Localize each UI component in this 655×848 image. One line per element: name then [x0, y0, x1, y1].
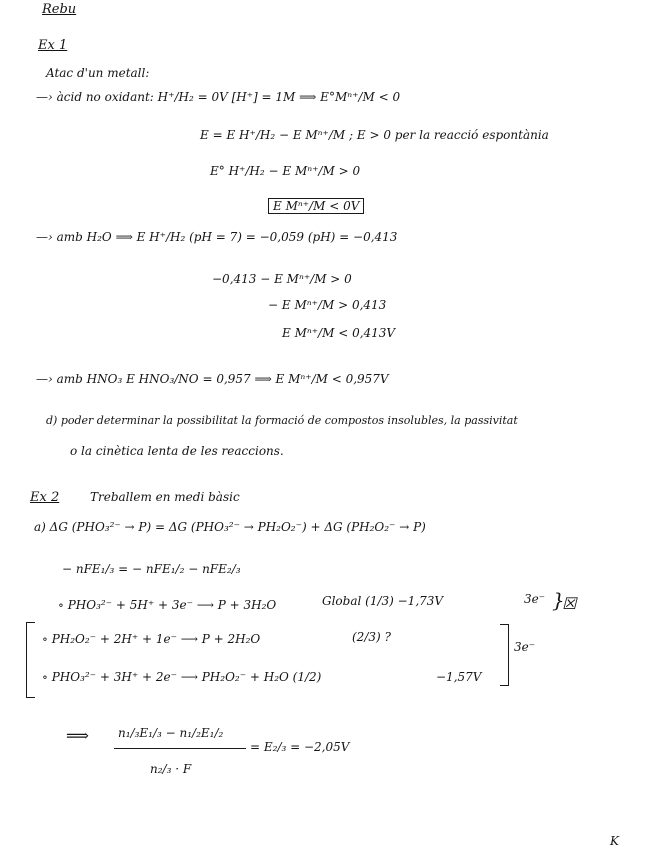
- reaction-2-tag: (2/3) ?: [352, 630, 391, 644]
- ex1-w1: −0,413 − E Mⁿ⁺/M > 0: [212, 272, 352, 286]
- reaction-2: ∘ PH₂O₂⁻ + 2H⁺ + 1e⁻ ⟶ P + 2H₂O: [42, 632, 261, 646]
- crossed-box-mark: ☒: [562, 594, 577, 613]
- reaction-1-electrons: 3e⁻: [524, 592, 546, 606]
- ex1-boxed: E Mⁿ⁺/M < 0V: [268, 198, 364, 214]
- reaction-3: ∘ PHO₃²⁻ + 3H⁺ + 2e⁻ ⟶ PH₂O₂⁻ + H₂O (1/2): [42, 670, 322, 684]
- reaction-1-global: Global (1/3) −1,73V: [322, 594, 444, 608]
- fraction-bar: [114, 748, 246, 749]
- ex1-w3: E Mⁿ⁺/M < 0,413V: [282, 326, 396, 340]
- ex1-w2: − E Mⁿ⁺/M > 0,413: [268, 298, 387, 312]
- ex2-nfe-line: − nFE₁/₃ = − nFE₁/₂ − nFE₂/₃: [62, 562, 241, 576]
- ex2-a-line: a) ΔG (PHO₃²⁻ → P) = ΔG (PHO₃²⁻ → PH₂O₂⁻) + ΔG (PH₂O₂⁻ → P): [34, 520, 426, 534]
- final-denominator: n₂/₃ · F: [150, 762, 192, 776]
- ex1-eq-diff: E° H⁺/H₂ − E Mⁿ⁺/M > 0: [210, 164, 361, 178]
- ex1-subheading: Atac d'un metall:: [46, 66, 150, 80]
- ex2-heading: Ex 2: [30, 490, 60, 505]
- reactions-2-3-electrons: 3e⁻: [514, 640, 536, 654]
- ex1-water-line: —› amb H₂O ⟹ E H⁺/H₂ (pH = 7) = −0,059 (pH) = −0,413: [36, 230, 398, 244]
- final-result: = E₂/₃ = −2,05V: [250, 740, 350, 754]
- ex1-d-line1: d) poder determinar la possibilitat la formació de compostos insolubles, la passivitat: [46, 414, 518, 427]
- final-arrow: ⟹: [66, 726, 89, 745]
- ex1-acid-line: —› àcid no oxidant: H⁺/H₂ = 0V [H⁺] = 1M ⟹ E°Mⁿ⁺/M < 0: [36, 90, 401, 104]
- right-bracket: [500, 624, 509, 686]
- left-bracket: [26, 622, 35, 698]
- ex1-hno3-line: —› amb HNO₃ E HNO₃/NO = 0,957 ⟹ E Mⁿ⁺/M < 0,957V: [36, 372, 389, 386]
- ex2-subheading: Treballem en medi bàsic: [90, 490, 240, 504]
- ex1-d-line2: o la cinètica lenta de les reaccions.: [70, 444, 284, 458]
- page-title: Rebu: [42, 2, 77, 17]
- reaction-3-value: −1,57V: [436, 670, 482, 684]
- final-numerator: n₁/₃E₁/₃ − n₁/₂E₁/₂: [118, 726, 224, 740]
- ex1-eq-e: E = E H⁺/H₂ − E Mⁿ⁺/M ; E > 0 per la reacció espontània: [200, 128, 549, 142]
- page-mark: K: [610, 834, 619, 848]
- reaction-1-bracket: }: [552, 588, 565, 612]
- reaction-1: ∘ PHO₃²⁻ + 5H⁺ + 3e⁻ ⟶ P + 3H₂O: [58, 598, 277, 612]
- ex1-heading: Ex 1: [38, 38, 68, 53]
